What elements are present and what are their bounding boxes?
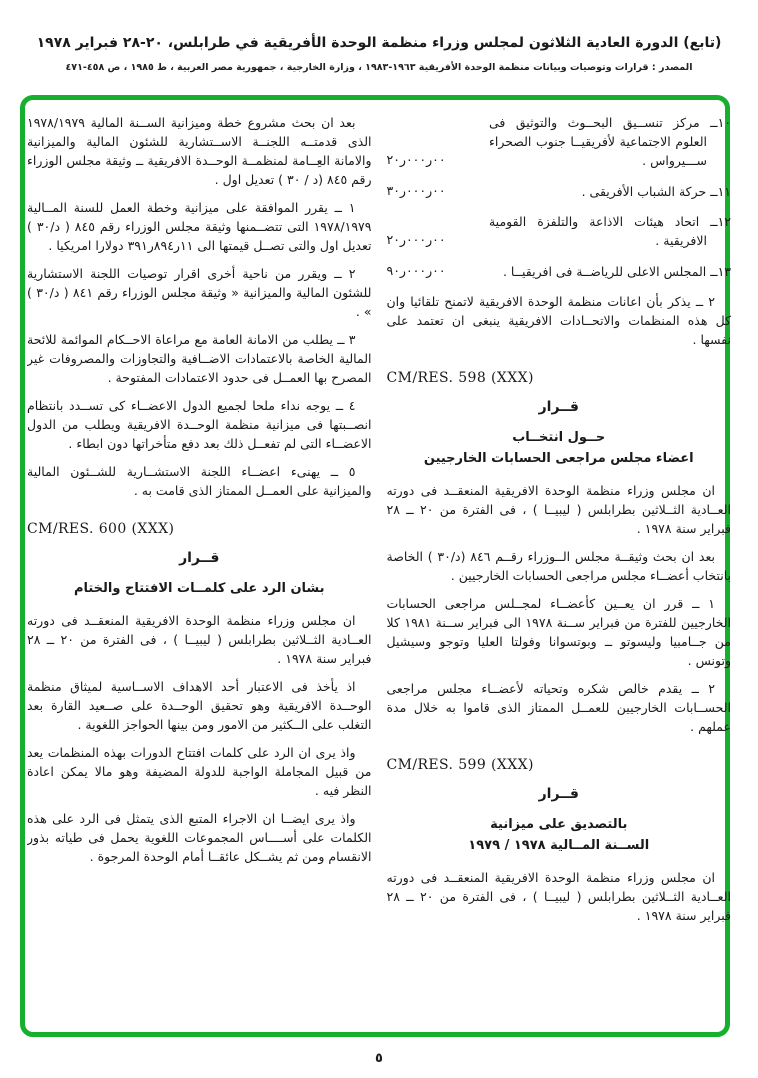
resolution-title-599-line1: بالتصديق على ميزانية [490,817,628,832]
budget-resolution-paragraph: ١ ــ يقرر الموافقة على ميزانية وخطة العمل للسنة المــالية ١٩٧٨/١٩٧٩ التى تتضــمنها وثيقة مجلس الوزراء رقم ٨٤٥ ( د/٣٠ ) تعديل اول والتى تصــل قيمتها الى ١١ر٨٩٤ر٣٩١ دولارا امريكيا . [27,200,372,253]
budget-resolution-paragraph: ٣ ــ يطلب من الامانة العامة مع مراعاة الاحــكام الموائمة للائحة المالية الخاصة بالاعتمادات الاضــافية والتجاوزات والمصروفات غير المصرح بها العمــل فى حدود الاعتمادات المفتوحة . [27,332,372,385]
resolution-title-598-line1: حــول انتخــاب [512,430,606,445]
resolution-598-paragraph: ٢ ــ يقدم خالص شكره وتحياته لأعضــاء مجلس مراجعى الحســابات الخارجيين للعمــل الممتاز الذى قاموا به خلال مدة عملهم . [386,681,731,734]
resolution-598-paragraph: ١ ــ قرر ان يعــين كأعضــاء لمجــلس مراجعى الحسابات الخارجيين للفترة من فبراير ســنة ١٩٧٨ الى فبراير ســنة ١٩٨١ كلا من جــامبيا وليسوتو ــ وبوتسوانا وفولتا العليا وتوجو وسيشيل وتونس . [386,596,731,668]
resolution-600-paragraph: واذ يرى ان الرد على كلمات افتتاح الدورات بهذه المنظمات يعد من قبيل المجاملة الواجبة للدولة المضيفة وهو مالا يمكن اعادة النظر فيه . [27,745,372,798]
note-paragraph: ٢ ــ يذكر بأن اعانات منظمة الوحدة الافريقية لاتمنح تلقائيا وان كل هذه المنظمات والاتحــادات الافريقية ينبغى ان تعتمد على نفسها . [386,294,731,347]
resolution-598-paragraph: بعد ان بحث وثيقــة مجلس الــوزراء رقــم ٨٤٦ (د/٣٠ ) الخاصة بانتخاب أعضــاء مجلس مراجعى الحسابات الخارجيين . [386,549,731,583]
subvention-list [387,113,732,281]
resolution-title-599 [387,814,732,856]
resolution-599-paragraph: ان مجلس وزراء منظمة الوحدة الافريقية المنعقــد فى دورته العــادية الثــلاثين بطرابلس ( ليبيــا ) ، فى الفترة من ٢٠ ــ ٢٨ فبراير سنة ١٩٧٨ . [386,870,731,923]
right-column [387,113,732,1025]
budget-resolution-paragraph: ٥ ــ يهنىء اعضــاء اللجنة الاستشــارية للشــئون المالية والميزانية على العمــل الممتاز الذى قامت به . [27,464,372,498]
resolution-600-paragraph: ان مجلس وزراء منظمة الوحدة الافريقية المنعقــد فى دورته العــادية الثــلاثين بطرابلس ( ليبيــا ) ، فى الفترة من ٢٠ ــ ٢٨ فبراير سنة ١٩٧٨ . [27,613,372,666]
budget-item-row [387,113,732,170]
budget-item-label: ١٠ــ مركز تنســيق البحــوث والتوثيق فى العلوم الاجتماعية لأفريقيــا جنوب الصحراء ســـيرواس . [488,115,731,168]
two-column-text-area [27,113,731,1025]
budget-item-amount: ٢٠ر٠٠٠ر٠٠ [386,152,446,167]
document-source-line: المصدر : قرارات وتوصيات وبيانات منظمة الوحدة الأفريقية ١٩٦٣-١٩٨٣ ، وزارة الخارجية ، جمهورية مصر العربية ، ط ١٩٨٥ ، ص ٤٥٨-٤٧١ [65,62,693,73]
resolution-600-paragraph: اذ يأخذ فى الاعتبار أحد الاهداف الاســاسية لميثاق منظمة الوحــدة الافريقية وهو تحقيق الوحــدة على صــعيد القارة بعد التغلب على الــكثير من الامور ومن بينها الحواجز اللغوية . [27,679,372,732]
resolution-600-paragraph: واذ يرى ايضــا ان الاجراء المتبع الذى يتمثل فى الرد على هذه الكلمات على أســــاس المجموعات اللغوية يحمل فى طياته بذور الانقسام ومن ثم يشــكل عائقــا أمام الوحدة المرجوة . [27,811,372,864]
resolution-code-600: CM/RES. 600 (XXX) [27,521,175,537]
resolution-title-598-line2: اعضاء مجلس مراجعى الحسابات الخارجيين [423,451,694,466]
document-header-title: (تابع) الدورة العادية الثلاثون لمجلس وزراء منظمة الوحدة الأفريقية في طرابلس، ٢٠-٢٨ فبراير ١٩٧٨ [36,35,722,51]
budget-resolution-paragraph: ٢ ــ ويقرر من ناحية أخرى اقرار توصيات اللجنة الاستشارية للشئون المالية والميزانية « وثيقة مجلس الوزراء رقم ٨٤١ ( د/٣٠ ) » . [27,266,372,319]
left-column [27,113,372,1025]
budget-item-label: ١٢ــ اتحاد هيئات الاذاعة والتلفزة القومية الافريقية . [488,214,731,248]
resolution-word-598: قــرار [538,399,579,415]
budget-item-amount: ٩٠ر٠٠٠ر٠٠ [386,263,446,278]
budget-item-row [387,181,732,201]
resolution-code-598: CM/RES. 598 (XXX) [386,370,534,386]
budget-resolution-paragraph: ٤ ــ يوجه نداء ملحا لجميع الدول الاعضــاء كى تســدد بانتظام انصــبتها فى ميزانية منظمة الوحــدة الافريقية ويطلب من الدول الاعضــاء التى لم تفعــل ذلك بعد دفع متأخراتها دون ابطاء . [27,398,372,451]
resolution-title-598 [387,427,732,469]
budget-item-label: ١١ــ حركة الشباب الأفريقى . [581,184,731,199]
resolution-word-599: قــرار [538,786,579,802]
budget-item-label: ١٣ــ المجلس الاعلى للرياضــة فى افريقيــا . [502,264,731,279]
budget-resolution-paragraph: بعد ان بحث مشروع خطة وميزانية الســنة المالية ١٩٧٨/١٩٧٩ الذى قدمتــه اللجنــة الاســتشارية للشئون المالية والميزانية والامانة العِــامة لمنظمــة الوحــدة الافريقية ــ وثيقة مجلس الوزراء رقم ٨٤٥ (د / ٣٠ ) تعديل اول . [27,115,372,187]
budget-item-row [387,261,732,281]
resolution-code-599: CM/RES. 599 (XXX) [386,757,534,773]
budget-item-row [387,212,732,250]
resolution-title-600: بشان الرد على كلمــات الافتتاح والختام [73,581,325,596]
resolution-word-600: قــرار [179,550,220,566]
budget-item-amount: ٣٠ر٠٠٠ر٠٠ [386,183,446,198]
resolution-598-paragraph: ان مجلس وزراء منظمة الوحدة الافريقية المنعقــد فى دورته العــادية الثــلاثين بطرابلس ( ليبيــا ) ، فى الفترة من ٢٠ ــ ٢٨ فبراير سنة ١٩٧٨ . [386,483,731,536]
budget-item-amount: ٢٠ر٠٠٠ر٠٠ [386,232,446,247]
resolution-title-599-line2: الســنة المــالية ١٩٧٨ / ١٩٧٩ [468,838,650,853]
page-number: ٥ [375,1051,383,1066]
